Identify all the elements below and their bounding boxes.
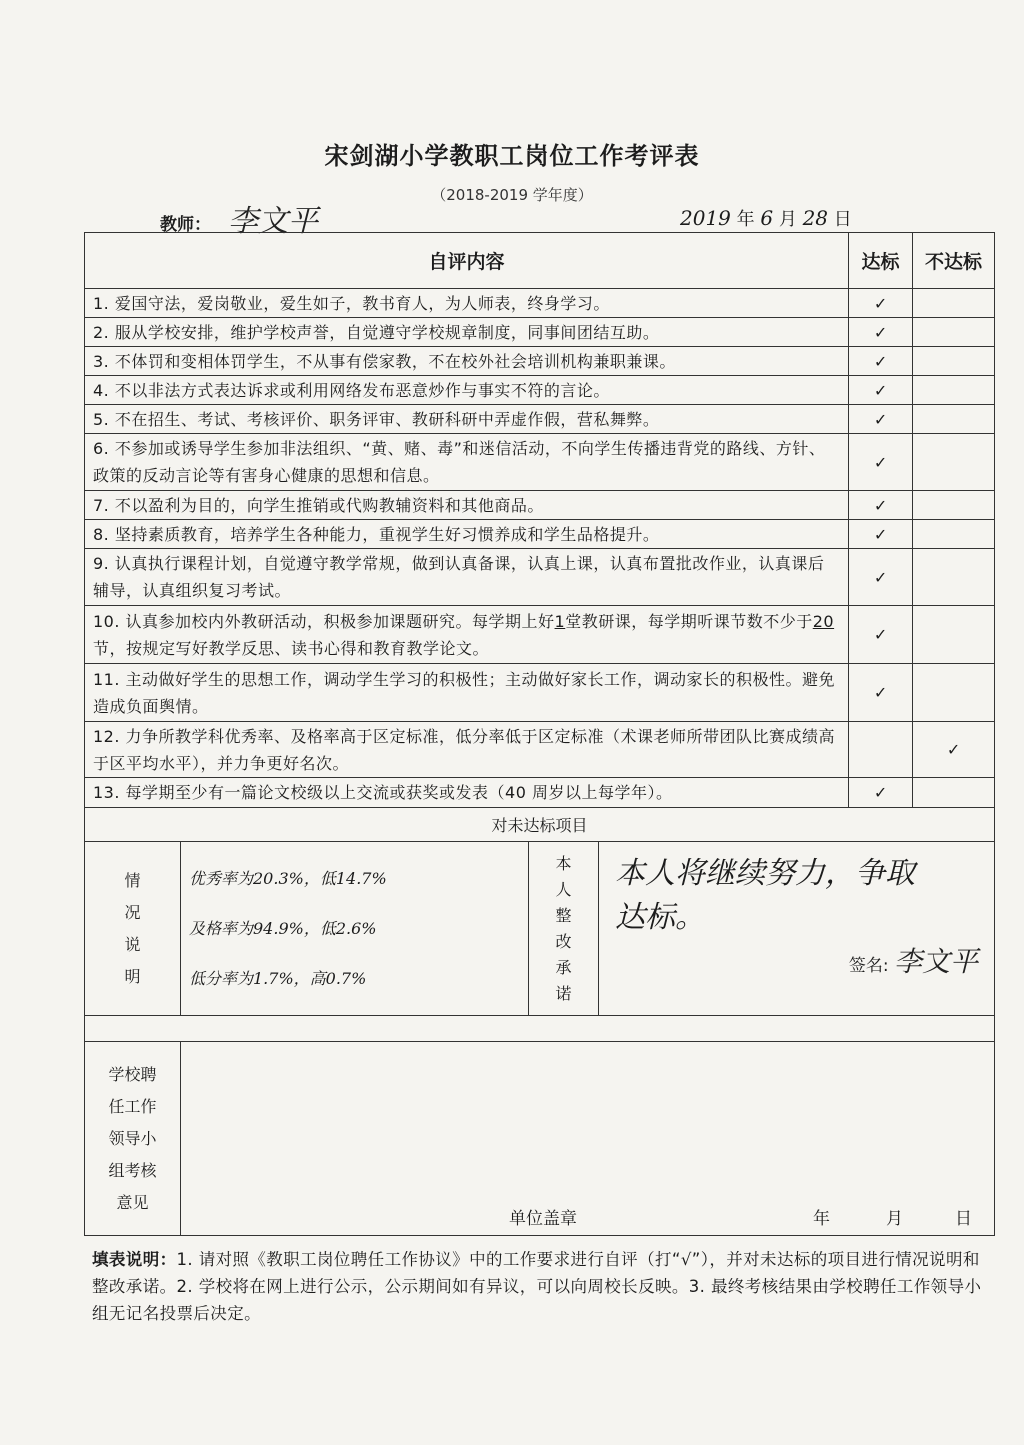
pass-check[interactable]: ✓ (849, 549, 913, 606)
date-month-handwritten: 6 (760, 206, 774, 230)
fail-check[interactable] (913, 434, 995, 491)
notes-label: 填表说明： (92, 1250, 177, 1269)
form-subtitle: （2018-2019 学年度） (431, 186, 593, 204)
fail-check[interactable] (913, 549, 995, 606)
pass-check[interactable]: ✓ (849, 491, 913, 520)
evaluation-table (84, 232, 995, 1236)
promise-label-char: 整 (555, 905, 572, 925)
item-text: 9. 认真执行课程计划，自觉遵守教学常规，做到认真备课，认真上课，认真布置批改作业，认真课后辅导，认真组织复习考试。 (85, 549, 849, 606)
promise-label-char: 人 (555, 879, 572, 899)
item-text: 8. 坚持素质教育，培养学生各种能力，重视学生好习惯养成和学生品格提升。 (85, 520, 849, 549)
fail-check[interactable] (913, 491, 995, 520)
situation-label (85, 842, 181, 1016)
table-header-row (85, 233, 995, 289)
review-label-line: 组考核 (108, 1160, 157, 1180)
situation-label-char: 说 (124, 934, 141, 954)
unmet-header: 对未达标项目 (85, 808, 995, 842)
fail-check[interactable] (913, 318, 995, 347)
table-row (85, 606, 995, 664)
pass-check[interactable]: ✓ (849, 376, 913, 405)
item-text: 3. 不体罚和变相体罚学生，不从事有偿家教，不在校外社会培训机构兼职兼课。 (85, 347, 849, 376)
table-row (85, 664, 995, 722)
promise-label-char: 承 (555, 957, 572, 977)
pass-check[interactable]: ✓ (849, 778, 913, 808)
table-row (85, 778, 995, 808)
pass-check[interactable]: ✓ (849, 520, 913, 549)
promise-label-char: 本 (555, 853, 572, 873)
table-row (85, 318, 995, 347)
table-row (85, 405, 995, 434)
item-text: 5. 不在招生、考试、考核评价、职务评审、教研科研中弄虚作假，营私舞弊。 (85, 405, 849, 434)
fail-check[interactable] (913, 405, 995, 434)
form-title: 宋剑湖小学教职工岗位工作考评表 (324, 142, 700, 170)
pass-check[interactable]: ✓ (849, 318, 913, 347)
unmet-header-row (85, 808, 995, 842)
seal-day: 日 (955, 1209, 972, 1229)
item10-text-b: 堂教研课，每学期听课节数不少于 (565, 611, 813, 631)
review-label (85, 1042, 181, 1236)
teacher-signature: 李文平 (228, 204, 318, 239)
notes-text: 1. 请对照《教职工岗位聘任工作协议》中的工作要求进行自评（打“√”），并对未达标的项目进行情况说明和整改承诺。2. 学校将在网上进行公示，公示期间如有异议，可以向周校长反映。3. 最终考核结果由学校聘任工作领导小组无记名投票后决定。 (92, 1250, 982, 1323)
review-label-line: 领导小 (108, 1128, 157, 1148)
situation-label-char: 情 (124, 870, 141, 890)
situation-label-char: 况 (124, 902, 141, 922)
fail-check[interactable] (913, 520, 995, 549)
promise-label (529, 842, 599, 1016)
item-text: 7. 不以盈利为目的，向学生推销或代购教辅资料和其他商品。 (85, 491, 849, 520)
table-row (85, 520, 995, 549)
item-text (85, 606, 849, 664)
seal-label: 单位盖章 (509, 1209, 577, 1229)
pass-check[interactable]: ✓ (849, 289, 913, 318)
promise-label-char: 改 (555, 931, 572, 951)
table-row (85, 289, 995, 318)
sign-label: 签名: (848, 956, 889, 976)
situation-description (181, 842, 529, 1016)
review-content[interactable] (181, 1042, 995, 1236)
promise-line: 本人将继续努力，争取 (615, 856, 915, 891)
pass-check[interactable]: ✓ (849, 434, 913, 491)
table-row (85, 376, 995, 405)
pass-check[interactable]: ✓ (849, 606, 913, 664)
teacher-label: 教师： (160, 215, 211, 235)
situation-label-char: 明 (124, 966, 141, 986)
pass-check[interactable]: ✓ (849, 664, 913, 722)
fail-check[interactable] (913, 778, 995, 808)
fail-check[interactable] (913, 289, 995, 318)
fail-check[interactable] (913, 376, 995, 405)
promise-text (615, 852, 978, 940)
item10-text-c: 节，按规定写好教学反思、读书心得和教育教学论文。 (93, 638, 490, 658)
pass-check[interactable]: ✓ (849, 347, 913, 376)
spacer-row (85, 1016, 995, 1042)
situation-line: 及格率为94.9%，低2.6% (189, 918, 377, 938)
situation-line: 优秀率为20.3%，低14.7% (189, 868, 387, 888)
item-text: 6. 不参加或诱导学生参加非法组织、“黄、赌、毒”和迷信活动，不向学生传播违背党的路线、方针、政策的反动言论等有害身心健康的思想和信息。 (85, 434, 849, 491)
date-day-handwritten: 28 (802, 206, 829, 230)
promise-content (599, 842, 995, 1016)
promise-line: 达标。 (615, 900, 705, 935)
item-text: 2. 服从学校安排，维护学校声誉，自觉遵守学校规章制度，同事间团结互助。 (85, 318, 849, 347)
situation-line: 低分率为1.7%，高0.7% (189, 968, 367, 988)
review-label-line: 学校聘 (108, 1064, 157, 1084)
table-row (85, 549, 995, 606)
review-label-line: 意见 (116, 1192, 149, 1212)
promise-signature: 李文平 (894, 945, 979, 978)
item-text: 13. 每学期至少有一篇论文校级以上交流或获奖或发表（40 周岁以上每学年）。 (85, 778, 849, 808)
table-row (85, 491, 995, 520)
date-year-suffix: 年 (736, 209, 755, 230)
item-text: 12. 力争所教学科优秀率、及格率高于区定标准，低分率低于区定标准（术课老师所带团队比赛成绩高于区平均水平），并力争更好名次。 (85, 722, 849, 778)
review-label-line: 任工作 (108, 1096, 157, 1116)
table-row (85, 347, 995, 376)
pass-check[interactable] (849, 722, 913, 778)
date-month-suffix: 月 (778, 209, 797, 230)
item10-text-a: 10. 认真参加校内外教研活动，积极参加课题研究。每学期上好 (93, 611, 555, 631)
form-date (680, 205, 852, 231)
header-pass: 达标 (849, 233, 913, 289)
seal-year: 年 (813, 1209, 830, 1229)
spacer-cell (85, 1016, 995, 1042)
table-row (85, 434, 995, 491)
date-year-handwritten: 2019 (680, 206, 731, 230)
review-row (85, 1042, 995, 1236)
seal-month: 月 (886, 1209, 903, 1229)
promise-label-char: 诺 (555, 983, 572, 1003)
pass-check[interactable]: ✓ (849, 405, 913, 434)
seal-row (189, 1204, 986, 1229)
fail-check[interactable]: ✓ (913, 722, 995, 778)
table-row (85, 722, 995, 778)
item-text: 1. 爱国守法，爱岗敬业，爱生如子，教书育人，为人师表，终身学习。 (85, 289, 849, 318)
unmet-detail-row (85, 842, 995, 1016)
header-fail: 不达标 (913, 233, 995, 289)
date-day-suffix: 日 (833, 209, 852, 230)
form-notes (92, 1246, 992, 1327)
fail-check[interactable] (913, 606, 995, 664)
item10-num-hours: 20 (812, 611, 835, 631)
fail-check[interactable] (913, 347, 995, 376)
promise-signature-row (615, 940, 978, 980)
item10-num-lessons: 1 (554, 611, 566, 631)
item-text: 4. 不以非法方式表达诉求或利用网络发布恶意炒作与事实不符的言论。 (85, 376, 849, 405)
item-text: 11. 主动做好学生的思想工作，调动学生学习的积极性；主动做好家长工作，调动家长的积极性。避免造成负面舆情。 (85, 664, 849, 722)
header-content: 自评内容 (85, 233, 849, 289)
fail-check[interactable] (913, 664, 995, 722)
